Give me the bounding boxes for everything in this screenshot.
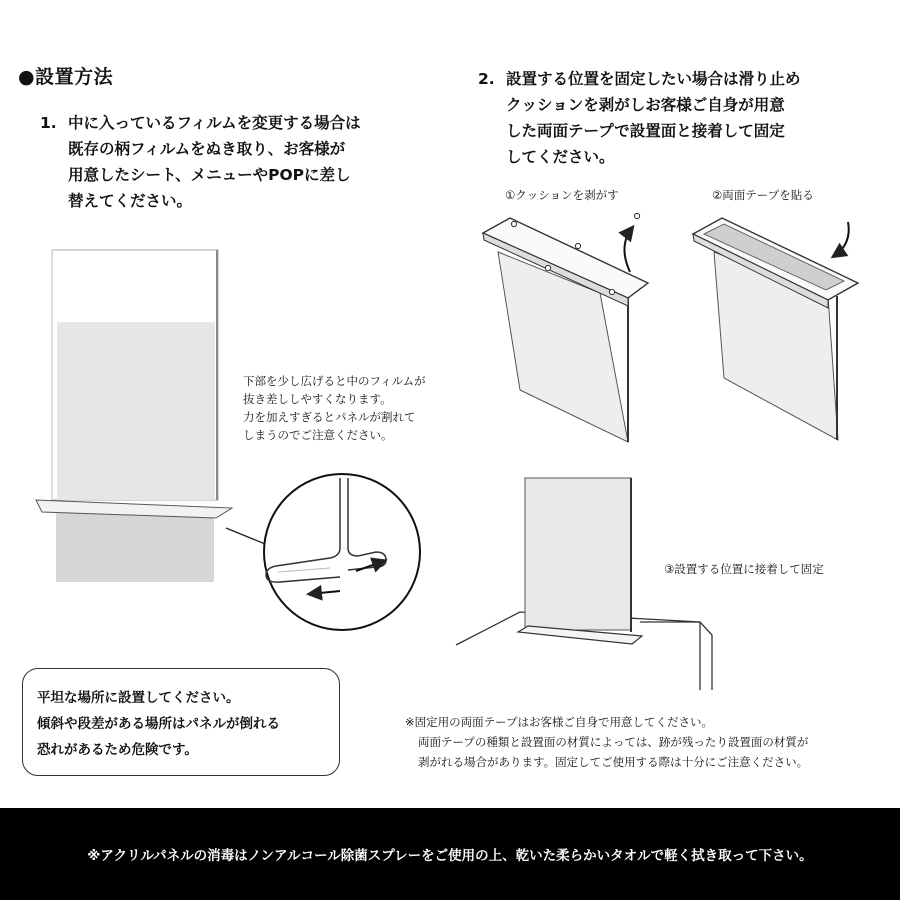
install-fixed-illustration: [456, 478, 712, 690]
acrylic-panel-front-illustration: [36, 250, 232, 582]
step-1-line-3: 用意したシート、メニューやPOPに差し: [68, 166, 351, 184]
zoom-detail-illustration: [226, 474, 420, 630]
step-2-instructions: [478, 66, 888, 170]
film-note-line-3: 力を加えすぎるとパネルが割れて: [243, 410, 416, 424]
double-sided-tape-note: [405, 712, 885, 772]
film-note-line-1: 下部を少し広げると中のフィルムが: [243, 374, 426, 388]
step-2-line-3: した両面テープで設置面と接着して固定: [506, 122, 785, 140]
tape-note-line-2: 両面テープの種類と設置面の材質によっては、跡が残ったり設置面の材質が: [418, 735, 809, 749]
step-1-line-4: 替えてください。: [68, 192, 193, 210]
step-2-line-2: クッションを剥がしお客様ご自身が用意: [506, 96, 785, 114]
caption-peel-cushion: ①クッションを剥がす: [505, 188, 619, 202]
peel-arrow-icon: [624, 228, 632, 272]
warning-line-3: 恐れがあるため危険です。: [37, 742, 198, 758]
apply-tape-illustration: [693, 218, 858, 440]
step-2-number: 2.: [478, 70, 495, 88]
step-1-line-2: 既存の柄フィルムをぬき取り、お客様が: [68, 140, 346, 158]
tape-arrow-icon: [834, 222, 849, 256]
warning-line-1: 平坦な場所に設置してください。: [37, 690, 240, 706]
caption-fix-position: ③設置する位置に接着して固定: [664, 562, 824, 576]
film-insertion-note: [243, 372, 473, 444]
placement-warning-box: [22, 668, 340, 776]
step-1-line-1: 中に入っているフィルムを変更する場合は: [68, 114, 361, 132]
disinfection-footer-banner: ※アクリルパネルの消毒はノンアルコール除菌スプレーをご使用の上、乾いた柔らかいタオルで軽く拭き取って下さい。: [0, 808, 900, 900]
film-note-line-4: しまうのでご注意ください。: [243, 428, 393, 442]
step-1-instructions: [40, 110, 440, 214]
step-2-line-4: してください。: [506, 148, 615, 166]
step-1-number: 1.: [40, 114, 57, 132]
tape-note-line-1: ※固定用の両面テープはお客様ご自身で用意してください。: [405, 715, 714, 729]
caption-apply-tape: ②両面テープを貼る: [712, 188, 814, 202]
step-2-line-1: 設置する位置を固定したい場合は滑り止め: [506, 70, 801, 88]
film-note-line-2: 抜き差ししやすくなります。: [243, 392, 392, 406]
section-heading: ●設置方法: [18, 66, 114, 88]
warning-line-2: 傾斜や段差がある場所はパネルが倒れる: [37, 716, 280, 732]
tape-note-line-3: 剥がれる場合があります。固定してご使用する際は十分にご注意ください。: [418, 755, 809, 769]
peel-cushion-illustration: [483, 213, 648, 442]
